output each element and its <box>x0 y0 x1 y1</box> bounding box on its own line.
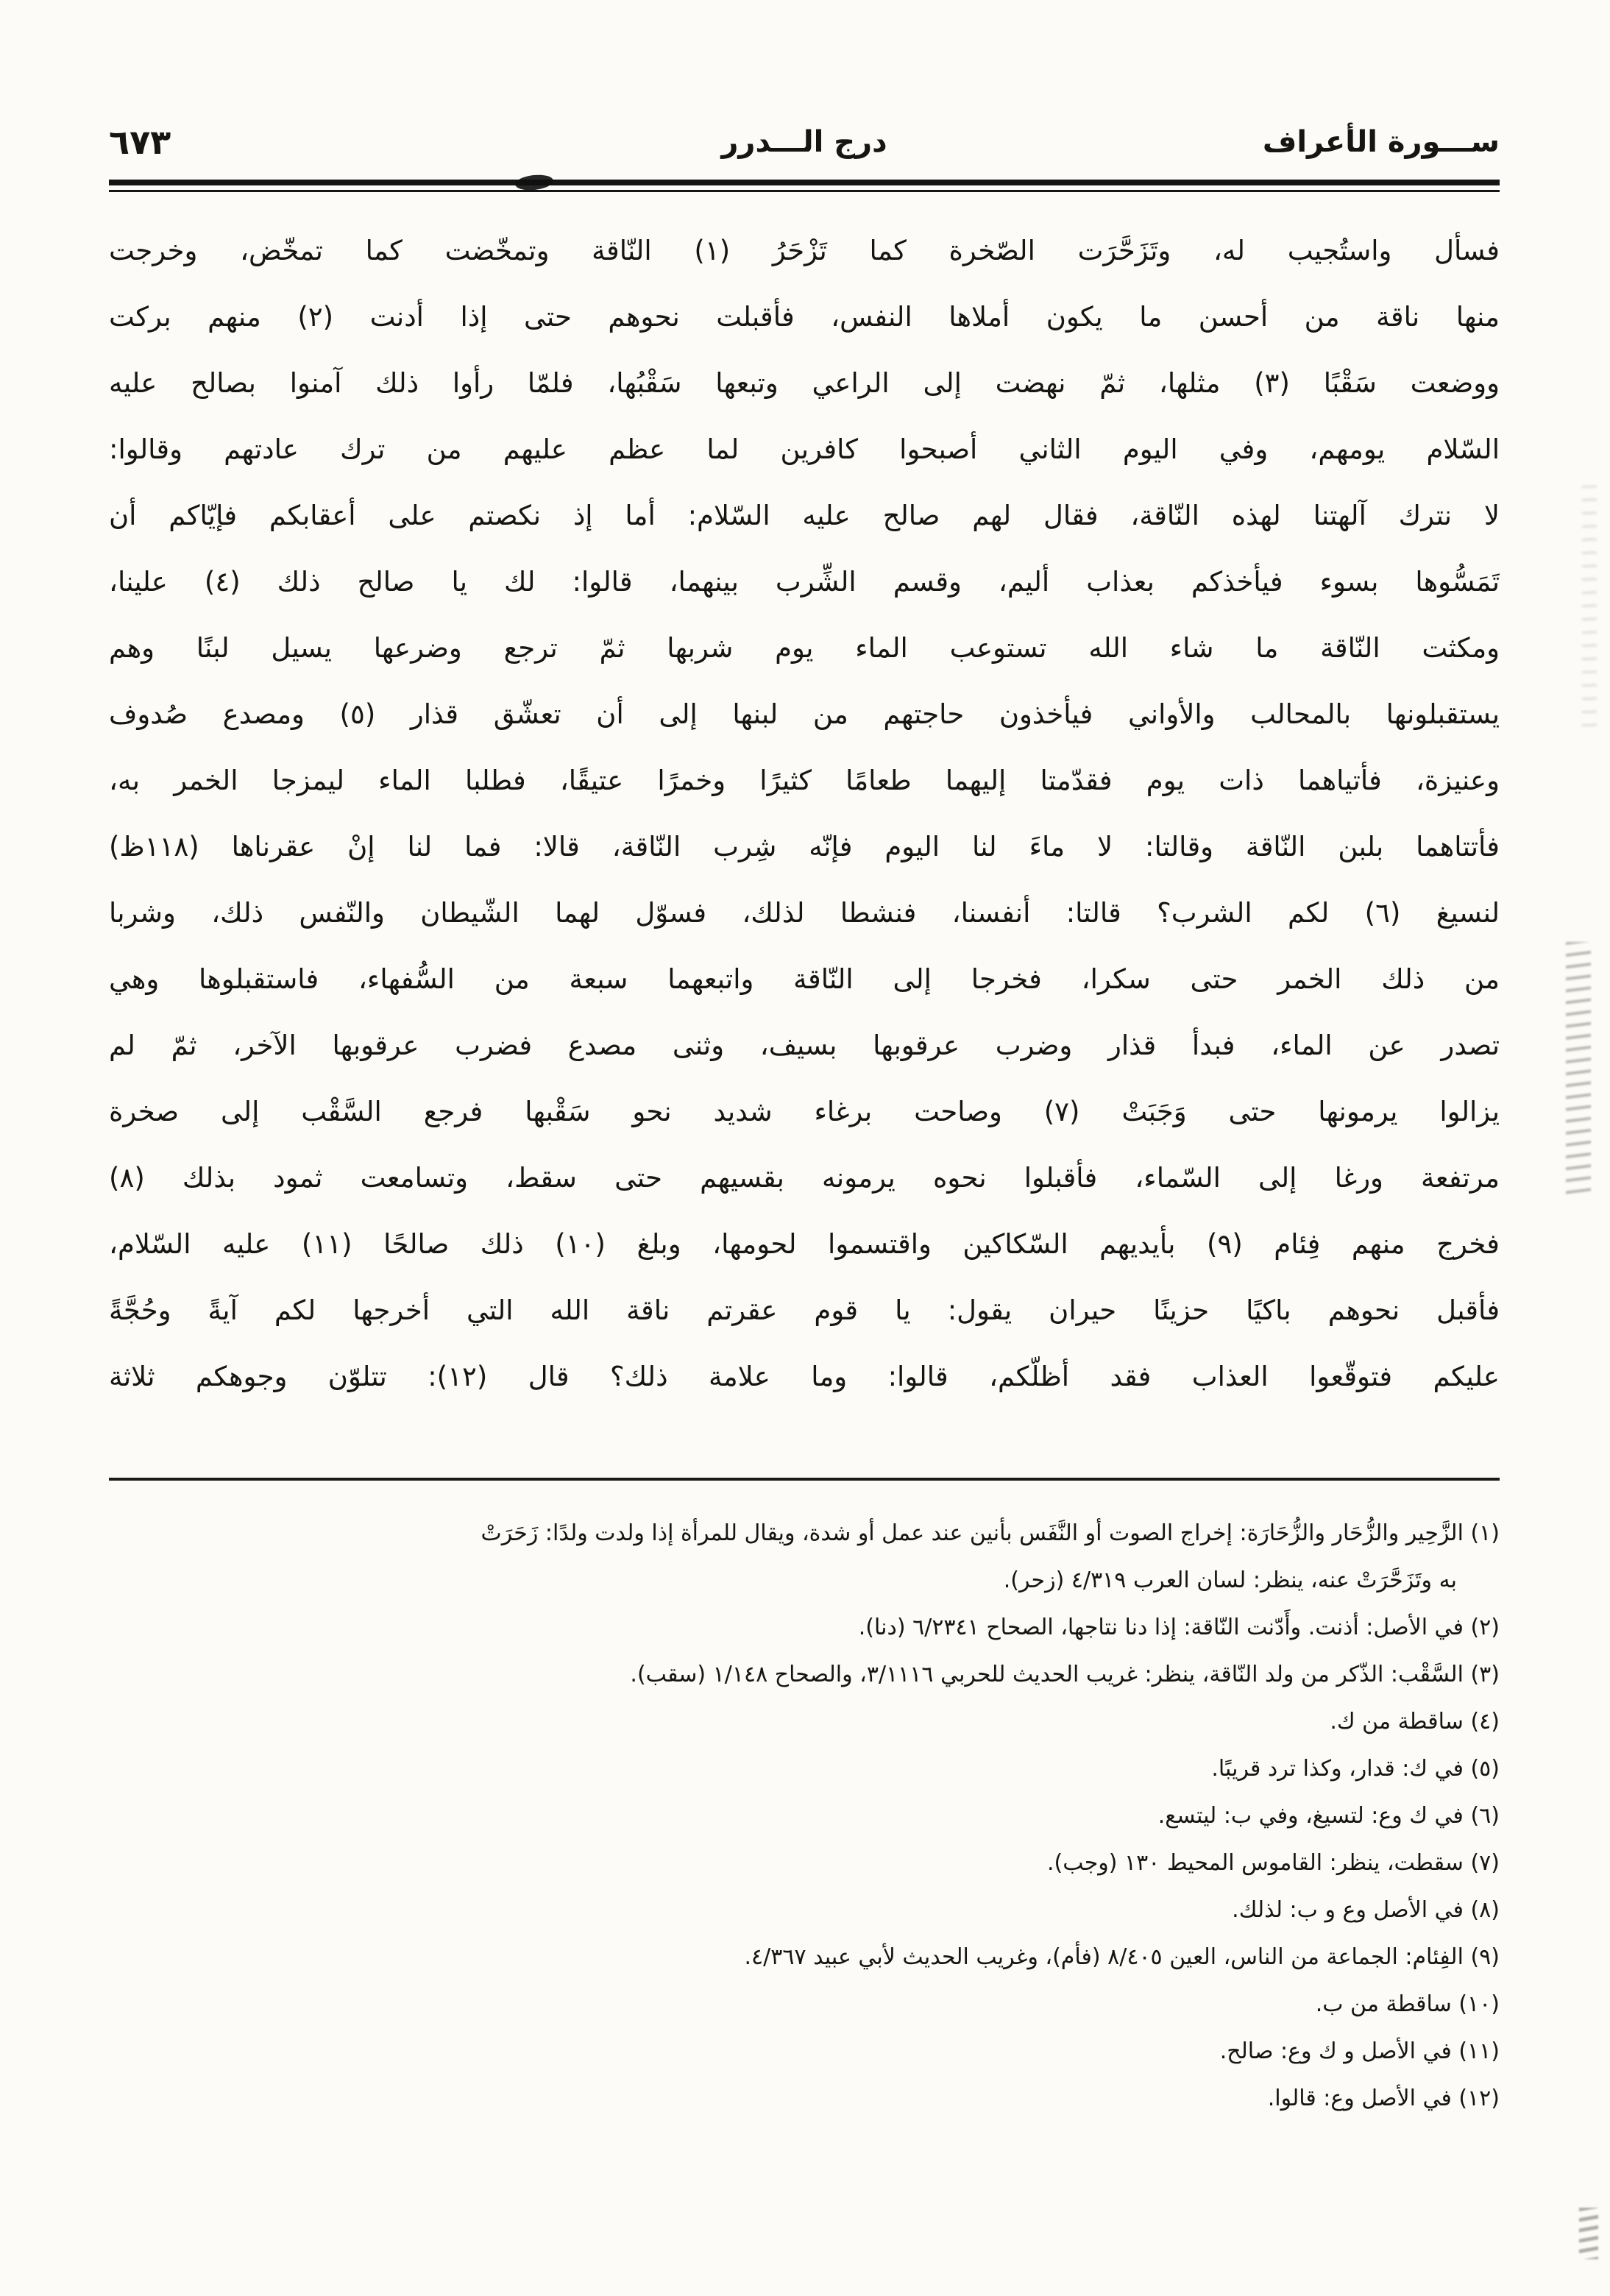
body-line: من ذلك الخمر حتى سكرا، فخرجا إلى النّاقة واتبعهما سبعة من السُّفهاء، فاستقبلوها وهي <box>109 963 1500 995</box>
margin-annotation-mark-light <box>1582 486 1597 729</box>
rule-thick-line <box>109 180 1500 185</box>
body-line: عليكم فتوقّعوا العذاب فقد أظلّكم، قالوا: وما علامة ذلك؟ قال (١٢): تتلوّن وجوهكم ثلاثة <box>109 1361 1500 1392</box>
page-number: ٦٧٣ <box>109 122 171 162</box>
surah-title: ســـورة الأعراف <box>1262 125 1500 159</box>
footnote-line: (٥) في ك: قدار، وكذا ترد قريبًا. <box>1211 1756 1500 1782</box>
margin-annotation-mark <box>1566 942 1591 1200</box>
footnote-line: (١٠) ساقطة من ب. <box>1315 1991 1500 2017</box>
body-line: تَمَسُّوها بسوء فيأخذكم بعذاب أليم، وقسم الشِّرب بينهما، قالوا: لك يا صالح ذلك (٤) علينا، <box>109 566 1500 598</box>
rule-thin-line <box>109 190 1500 192</box>
body-line: لا نترك آلهتنا لهذه النّاقة، فقال لهم صالح عليه السّلام: أما إذ نكصتم على أعقابكم فإيّاكم أن <box>109 500 1500 531</box>
body-line: تصدر عن الماء، فبدأ قذار وضرب عرقوبها بسيف، وثنى مصدع فضرب عرقوبها الآخر، ثمّ لم <box>109 1030 1500 1061</box>
body-line: فخرج منهم فِئام (٩) بأيديهم السّكاكين واقتسموا لحومها، وبلغ (١٠) ذلك صالحًا (١١) عليه السّلام، <box>109 1228 1500 1260</box>
footnote-line: (٧) سقطت، ينظر: القاموس المحيط ١٣٠ (وجب). <box>1047 1850 1500 1876</box>
footnote-line-continuation: به وتَزَحَّرَتْ عنه، ينظر: لسان العرب ٤/٣١٩ (زحر). <box>1003 1567 1457 1593</box>
footnotes <box>109 1510 1500 2122</box>
footnote-line: (٢) في الأصل: أذنت. وأَدّنت النّاقة: إذا دنا نتاجها، الصحاح ٦/٢٣٤١ (دنا). <box>858 1615 1500 1640</box>
body-line: يستقبلونها بالمحالب والأواني فيأخذون حاجتهم من لبنها إلى أن تعشّق قذار (٥) ومصدع صُدوف <box>109 698 1500 730</box>
body-line: ووضعت سَقْبًا (٣) مثلها، ثمّ نهضت إلى الراعي وتبعها سَقْبُها، فلمّا رأوا ذلك آمنوا بصالح عليه <box>109 367 1500 399</box>
body-line: ومكثت النّاقة ما شاء الله تستوعب الماء يوم شربها ثمّ ترجع وضرعها يسيل لبنًا وهم <box>109 632 1500 664</box>
body-line: مرتفعة ورغا إلى السّماء، فأقبلوا نحوه يرمونه بقسيهم حتى سقط، وتسامعت ثمود بذلك (٨) <box>109 1162 1500 1194</box>
body-line: منها ناقة من أحسن ما يكون أملاها النفس، فأقبلت نحوهم حتى إذا أدنت (٢) منهم بركت <box>109 301 1500 333</box>
body-line: لنسيغ (٦) لكم الشرب؟ قالتا: أنفسنا، فنشطا لذلك، فسوّل لهما الشّيطان والنّفس ذلك، وشربا <box>109 897 1500 929</box>
body-line: فسأل واستُجيب له، وتَزَحَّرَت الصّخرة كما تَزْحَرُ (١) النّاقة وتمخّضت كما تمخّض، وخرجت <box>109 235 1500 266</box>
footnote-line: (٦) في ك وع: لتسيغ، وفي ب: ليتسع. <box>1157 1803 1500 1829</box>
footnote-line: (١١) في الأصل و ك وع: صالح. <box>1219 2038 1500 2064</box>
body-line: فأقبل نحوهم باكيًا حزينًا حيران يقول: يا قوم عقرتم ناقة الله التي أخرجها لكم آيةً وحُجَّةً <box>109 1294 1500 1326</box>
header-double-rule <box>109 180 1500 192</box>
footnote-line: (٩) الفِئام: الجماعة من الناس، العين ٨/٤٠٥ (فأم)، وغريب الحديث لأبي عبيد ٤/٣٦٧. <box>744 1944 1500 1970</box>
book-title: درج الـــدرر <box>721 125 887 159</box>
footnote-line: (٣) السَّقْب: الذّكر من ولد النّاقة، ينظر: غريب الحديث للحربي ٣/١١١٦، والصحاح ١/١٤٨ (سقب). <box>630 1662 1500 1687</box>
footnote-line: (١٢) في الأصل وع: قالوا. <box>1267 2086 1500 2111</box>
body-line: فأتتاهما بلبن النّاقة وقالتا: لا ماءَ لنا اليوم فإنّه شِرب النّاقة، قالا: فما لنا إنْ عقرناها (١١٨ظ) <box>109 831 1500 862</box>
body-line: السّلام يومهم، وفي اليوم الثاني أصبحوا كافرين لما عظم عليهم من ترك عادتهم وقالوا: <box>109 433 1500 465</box>
corner-scan-mark <box>1579 2208 1598 2259</box>
body-line: وعنيزة، فأتياهما ذات يوم فقدّمتا إليهما طعامًا كثيرًا وخمرًا عتيقًا، فطلبا الماء ليمزجا الخمر به، <box>109 765 1500 796</box>
footnote-line: (٤) ساقطة من ك. <box>1330 1709 1500 1735</box>
page-header <box>109 116 1500 168</box>
body-line: يزالوا يرمونها حتى وَجَبَتْ (٧) وصاحت برغاء شديد نحو سَقْبها فرجع السَّقْب إلى صخرة <box>109 1096 1500 1127</box>
footnote-line: (٨) في الأصل وع و ب: لذلك. <box>1232 1897 1500 1923</box>
footnote-line: (١) الزَّحِير والزُّحَار والزُّحَارَة: إخراج الصوت أو النَّفَس بأنين عند عمل أو شدة، ويقال للمرأة إذا ولدت ولدًا: زَحَرَتْ <box>480 1520 1500 1546</box>
footnote-separator <box>109 1478 1500 1481</box>
body-text <box>109 218 1500 1410</box>
